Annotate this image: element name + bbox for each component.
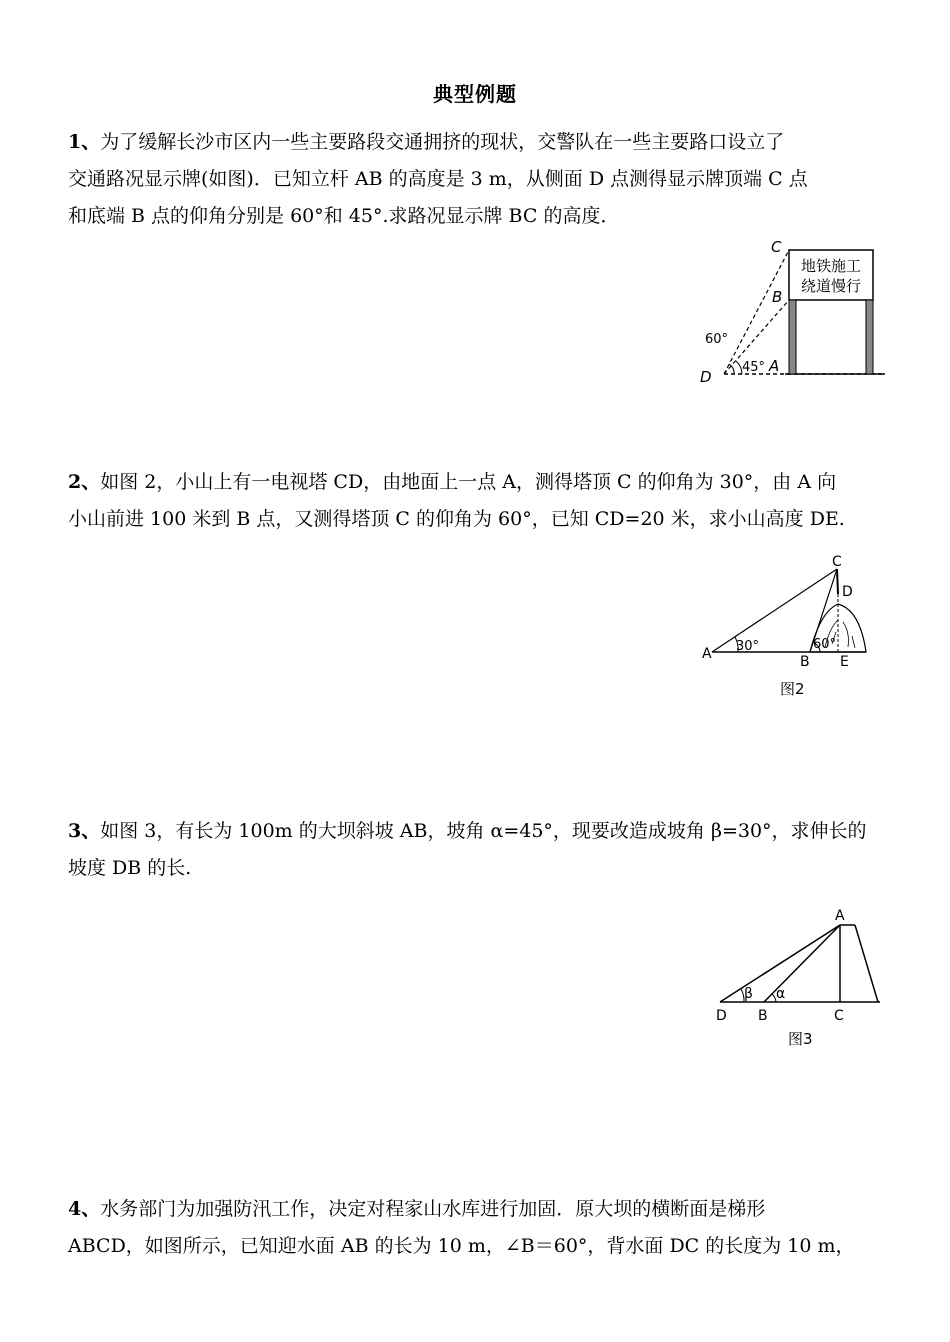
problem-2-line-2: 小山前进 100 米到 B 点，又测得塔顶 C 的仰角为 60°，已知 CD=20 米，求小山高度 DE. <box>68 508 845 530</box>
page-title: 典型例题 <box>433 82 517 106</box>
fig2-label-d: D <box>842 584 853 600</box>
problem-4 <box>68 1191 886 1265</box>
problem-4-sep: 、 <box>81 1198 101 1220</box>
fig3-label-b: B <box>758 1008 768 1024</box>
fig3-dam-back <box>855 925 878 1002</box>
fig3-angle-alpha: α <box>776 986 786 1002</box>
problem-1-line-3: 和底端 B 点的仰角分别是 60°和 45°.求路况显示牌 BC 的高度． <box>68 205 620 227</box>
fig1-label-d: D <box>700 368 712 386</box>
fig2-label-e: E <box>840 654 849 670</box>
fig1-label-b: B <box>772 288 783 306</box>
fig2-label-b: B <box>800 654 810 670</box>
problem-3 <box>68 813 886 887</box>
fig1-label-a: A <box>769 357 780 375</box>
fig1-post-left <box>789 300 796 374</box>
fig1-arc-60 <box>729 364 734 374</box>
fig1-angle-45: 45° <box>742 360 766 375</box>
fig2-angle-60: 60° <box>813 637 837 652</box>
fig1-sign-text-1: 地铁施工 <box>800 257 862 275</box>
fig2-caption: 图2 <box>780 680 805 698</box>
fig3-label-c: C <box>834 1008 844 1024</box>
fig2-label-c: C <box>832 554 842 570</box>
problem-4-line-2: ABCD，如图所示，已知迎水面 AB 的长为 10 m，∠B＝60°，背水面 DC 的长度为 10 m， <box>68 1235 855 1257</box>
figure-1 <box>690 230 890 385</box>
problem-1-sep: 、 <box>81 131 101 153</box>
fig1-line-dc <box>724 250 789 374</box>
fig2-tower <box>837 569 838 594</box>
problem-3-sep: 、 <box>81 820 101 842</box>
fig2-angle-30: 30° <box>736 639 760 654</box>
fig1-post-right <box>866 300 873 374</box>
problem-1-line-2: 交通路况显示牌(如图)．已知立杆 AB 的高度是 3 m，从侧面 D 点测得显示牌顶端 C 点 <box>68 168 808 190</box>
problem-4-number: 4 <box>68 1198 82 1220</box>
fig3-caption: 图3 <box>788 1030 813 1048</box>
figure-3 <box>710 900 890 1052</box>
problem-3-line-2: 坡度 DB 的长. <box>68 857 192 879</box>
fig3-label-a: A <box>835 908 845 924</box>
fig1-sign-text-2: 绕道慢行 <box>800 277 862 295</box>
fig3-label-d: D <box>716 1008 727 1024</box>
fig1-angle-60: 60° <box>705 332 729 347</box>
problem-3-line-1: 如图 3，有长为 100m 的大坝斜坡 AB，坡角 α=45°，现要改造成坡角 β=30°，求伸长的 <box>100 820 867 842</box>
problem-1-number: 1 <box>68 131 82 153</box>
problem-2 <box>68 464 886 538</box>
problem-2-number: 2 <box>68 471 82 493</box>
fig1-label-c: C <box>771 238 782 256</box>
fig3-angle-beta: β <box>744 986 753 1002</box>
figure-2 <box>700 552 880 702</box>
problem-1-line-1: 为了缓解长沙市区内一些主要路段交通拥挤的现状，交警队在一些主要路口设立了 <box>100 131 785 153</box>
problem-2-sep: 、 <box>81 471 101 493</box>
problem-4-line-1: 水务部门为加强防汛工作，决定对程家山水库进行加固．原大坝的横断面是梯形 <box>100 1198 766 1220</box>
problem-3-number: 3 <box>68 820 82 842</box>
problem-1 <box>68 124 886 235</box>
problem-2-line-1: 如图 2，小山上有一电视塔 CD，由地面上一点 A，测得塔顶 C 的仰角为 30°，由 A 向 <box>100 471 837 493</box>
fig2-label-a: A <box>702 646 712 662</box>
